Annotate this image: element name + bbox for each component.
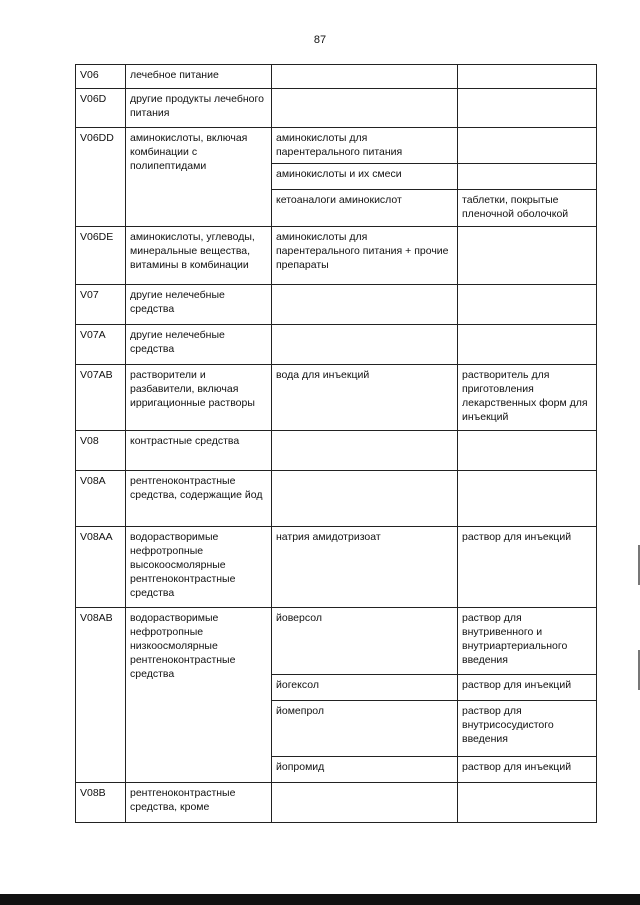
atc-code-cell: V07A <box>76 325 126 365</box>
group-name-cell: водорастворимые нефротропные высокоосмолярные рентгеноконтрастные средства <box>126 527 272 608</box>
group-name-cell: рентгеноконтрастные средства, кроме <box>126 783 272 823</box>
table-row <box>76 783 597 823</box>
table-row <box>76 89 597 128</box>
group-name-cell: растворители и разбавители, включая ирригационные растворы <box>126 365 272 431</box>
atc-code-cell: V06DD <box>76 128 126 227</box>
table-row <box>76 608 597 675</box>
substance-cell: йогексол <box>272 675 458 701</box>
group-name-cell: аминокислоты, включая комбинации с полипептидами <box>126 128 272 227</box>
atc-code-cell: V06DE <box>76 227 126 285</box>
dosage-form-cell <box>458 431 597 471</box>
substance-cell <box>272 285 458 325</box>
atc-code-cell: V07 <box>76 285 126 325</box>
dosage-form-cell: таблетки, покрытые пленочной оболочкой <box>458 190 597 227</box>
dosage-form-cell: раствор для внутривенного и внутриартериального введения <box>458 608 597 675</box>
substance-cell <box>272 325 458 365</box>
dosage-form-cell <box>458 128 597 164</box>
dosage-form-cell: раствор для инъекций <box>458 527 597 608</box>
group-name-cell: водорастворимые нефротропные низкоосмолярные рентгеноконтрастные средства <box>126 608 272 783</box>
substance-cell <box>272 783 458 823</box>
substance-cell: натрия амидотризоат <box>272 527 458 608</box>
dosage-form-cell: раствор для инъекций <box>458 757 597 783</box>
dosage-form-cell <box>458 471 597 527</box>
scan-bottom-border <box>0 894 640 905</box>
dosage-form-cell <box>458 65 597 89</box>
table-row <box>76 431 597 471</box>
atc-code-cell: V08A <box>76 471 126 527</box>
table-row <box>76 471 597 527</box>
substance-cell <box>272 65 458 89</box>
dosage-form-cell: растворитель для приготовления лекарственных форм для инъекций <box>458 365 597 431</box>
dosage-form-cell <box>458 227 597 285</box>
dosage-form-cell: раствор для внутрисосудистого введения <box>458 701 597 757</box>
dosage-form-cell <box>458 89 597 128</box>
dosage-form-cell <box>458 285 597 325</box>
atc-drug-table <box>75 64 597 823</box>
group-name-cell: рентгеноконтрастные средства, содержащие йод <box>126 471 272 527</box>
group-name-cell: другие нелечебные средства <box>126 325 272 365</box>
dosage-form-cell <box>458 783 597 823</box>
substance-cell: аминокислоты для парентерального питания + прочие препараты <box>272 227 458 285</box>
table-row <box>76 128 597 164</box>
substance-cell: аминокислоты и их смеси <box>272 164 458 190</box>
substance-cell: йоверсол <box>272 608 458 675</box>
group-name-cell: аминокислоты, углеводы, минеральные вещества, витамины в комбинации <box>126 227 272 285</box>
table-row <box>76 285 597 325</box>
substance-cell <box>272 471 458 527</box>
atc-code-cell: V08AB <box>76 608 126 783</box>
atc-code-cell: V08AA <box>76 527 126 608</box>
dosage-form-cell <box>458 325 597 365</box>
substance-cell: вода для инъекций <box>272 365 458 431</box>
substance-cell <box>272 431 458 471</box>
group-name-cell: контрастные средства <box>126 431 272 471</box>
group-name-cell: другие продукты лечебного питания <box>126 89 272 128</box>
substance-cell: кетоаналоги аминокислот <box>272 190 458 227</box>
dosage-form-cell: раствор для инъекций <box>458 675 597 701</box>
group-name-cell: лечебное питание <box>126 65 272 89</box>
atc-code-cell: V08B <box>76 783 126 823</box>
atc-code-cell: V06 <box>76 65 126 89</box>
atc-code-cell: V06D <box>76 89 126 128</box>
table-row <box>76 325 597 365</box>
group-name-cell: другие нелечебные средства <box>126 285 272 325</box>
dosage-form-cell <box>458 164 597 190</box>
atc-code-cell: V08 <box>76 431 126 471</box>
atc-code-cell: V07AB <box>76 365 126 431</box>
table-row <box>76 365 597 431</box>
substance-cell: аминокислоты для парентерального питания <box>272 128 458 164</box>
table-row <box>76 227 597 285</box>
table-row <box>76 527 597 608</box>
substance-cell: йомепрол <box>272 701 458 757</box>
table-row <box>76 65 597 89</box>
substance-cell: йопромид <box>272 757 458 783</box>
page-number: 87 <box>313 34 327 46</box>
substance-cell <box>272 89 458 128</box>
